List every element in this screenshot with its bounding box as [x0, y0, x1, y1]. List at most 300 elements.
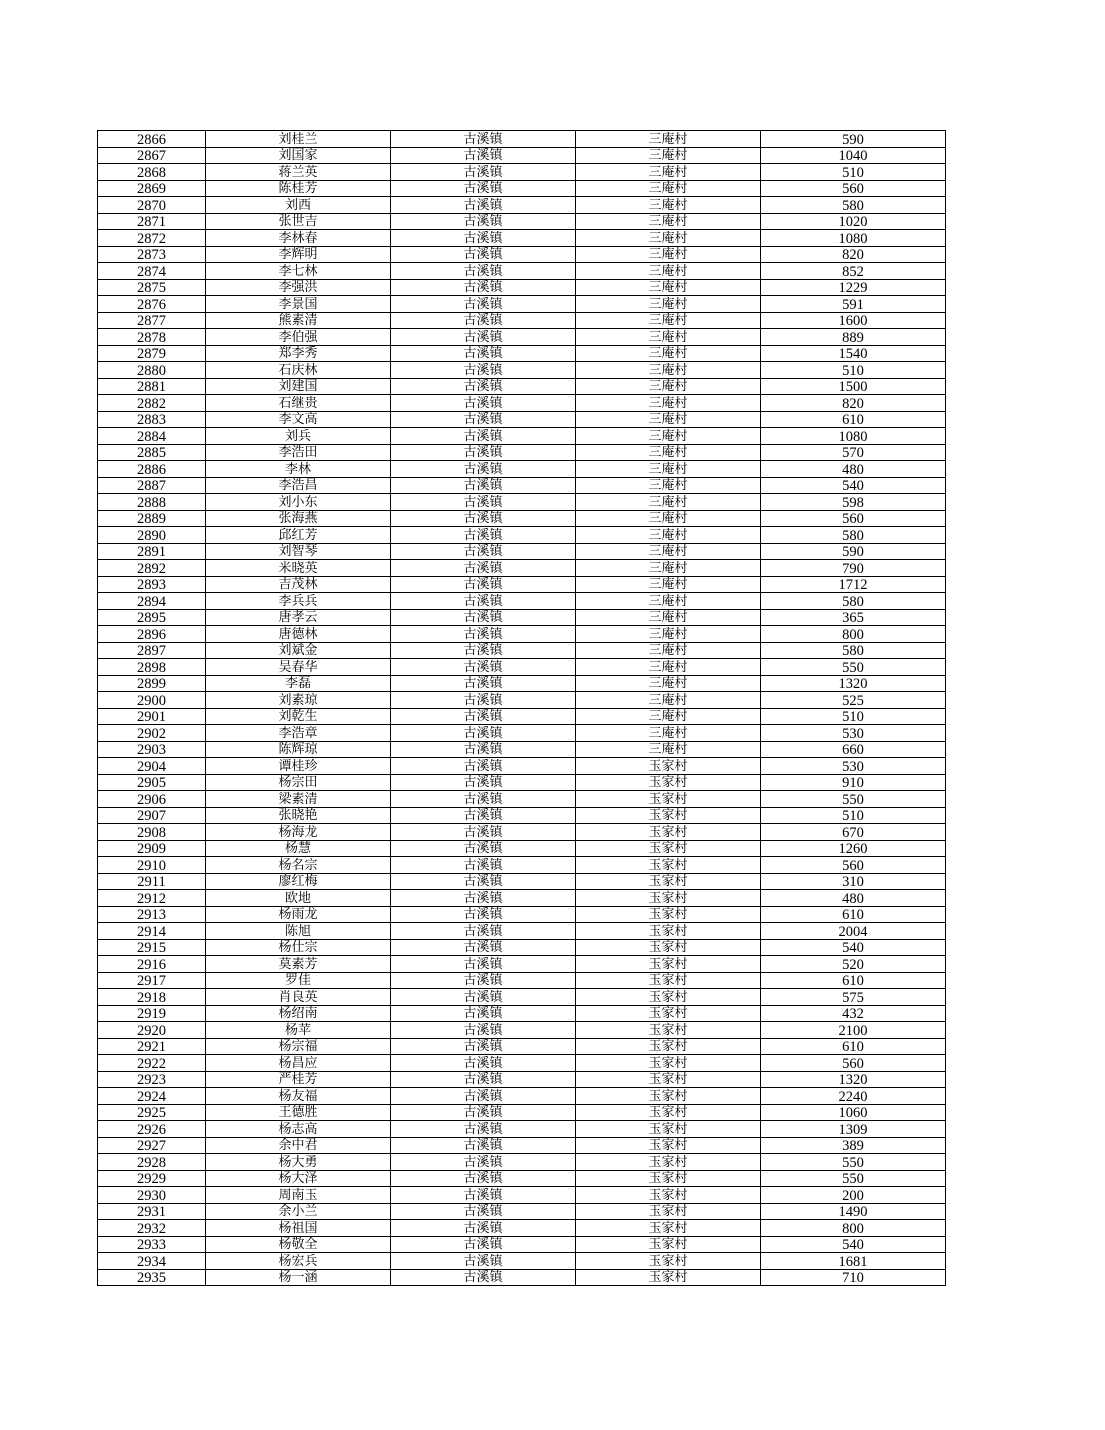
- row-number-cell: 2922: [98, 1055, 206, 1072]
- town-cell: 古溪镇: [391, 1104, 576, 1121]
- table-row: [98, 164, 946, 181]
- town-cell: 古溪镇: [391, 1187, 576, 1204]
- table-row: [98, 675, 946, 692]
- town-cell: 古溪镇: [391, 708, 576, 725]
- town-cell: 古溪镇: [391, 1236, 576, 1253]
- name-cell: 刘素琼: [206, 692, 391, 709]
- row-number-cell: 2913: [98, 906, 206, 923]
- village-cell: 玉家村: [576, 1269, 761, 1286]
- row-number-cell: 2891: [98, 543, 206, 560]
- row-number-cell: 2871: [98, 213, 206, 230]
- amount-cell: 560: [761, 510, 946, 527]
- town-cell: 古溪镇: [391, 197, 576, 214]
- name-cell: 杨友福: [206, 1088, 391, 1105]
- amount-cell: 560: [761, 1055, 946, 1072]
- village-cell: 三庵村: [576, 692, 761, 709]
- amount-cell: 365: [761, 609, 946, 626]
- table-row: [98, 758, 946, 775]
- town-cell: 古溪镇: [391, 164, 576, 181]
- name-cell: 李文高: [206, 411, 391, 428]
- amount-cell: 530: [761, 725, 946, 742]
- table-row: [98, 510, 946, 527]
- village-cell: 三庵村: [576, 378, 761, 395]
- village-cell: 玉家村: [576, 807, 761, 824]
- village-cell: 玉家村: [576, 1022, 761, 1039]
- name-cell: 刘小东: [206, 494, 391, 511]
- town-cell: 古溪镇: [391, 230, 576, 247]
- row-number-cell: 2915: [98, 939, 206, 956]
- row-number-cell: 2931: [98, 1203, 206, 1220]
- village-cell: 三庵村: [576, 675, 761, 692]
- town-cell: 古溪镇: [391, 378, 576, 395]
- town-cell: 古溪镇: [391, 1170, 576, 1187]
- row-number-cell: 2882: [98, 395, 206, 412]
- town-cell: 古溪镇: [391, 263, 576, 280]
- name-cell: 李伯强: [206, 329, 391, 346]
- village-cell: 三庵村: [576, 230, 761, 247]
- table-row: [98, 1121, 946, 1138]
- table-row: [98, 1170, 946, 1187]
- row-number-cell: 2901: [98, 708, 206, 725]
- table-row: [98, 1088, 946, 1105]
- table-row: [98, 543, 946, 560]
- amount-cell: 432: [761, 1005, 946, 1022]
- amount-cell: 530: [761, 758, 946, 775]
- name-cell: 杨昌应: [206, 1055, 391, 1072]
- row-number-cell: 2911: [98, 873, 206, 890]
- row-number-cell: 2921: [98, 1038, 206, 1055]
- name-cell: 杨大泽: [206, 1170, 391, 1187]
- town-cell: 古溪镇: [391, 279, 576, 296]
- town-cell: 古溪镇: [391, 741, 576, 758]
- village-cell: 三庵村: [576, 609, 761, 626]
- row-number-cell: 2933: [98, 1236, 206, 1253]
- amount-cell: 510: [761, 164, 946, 181]
- village-cell: 玉家村: [576, 1005, 761, 1022]
- amount-cell: 580: [761, 593, 946, 610]
- amount-cell: 852: [761, 263, 946, 280]
- village-cell: 三庵村: [576, 180, 761, 197]
- town-cell: 古溪镇: [391, 1088, 576, 1105]
- table-row: [98, 626, 946, 643]
- table-row: [98, 296, 946, 313]
- amount-cell: 310: [761, 873, 946, 890]
- town-cell: 古溪镇: [391, 626, 576, 643]
- village-cell: 玉家村: [576, 873, 761, 890]
- table-row: [98, 147, 946, 164]
- amount-cell: 910: [761, 774, 946, 791]
- name-cell: 杨敬全: [206, 1236, 391, 1253]
- row-number-cell: 2926: [98, 1121, 206, 1138]
- row-number-cell: 2887: [98, 477, 206, 494]
- name-cell: 吉茂林: [206, 576, 391, 593]
- name-cell: 李浩章: [206, 725, 391, 742]
- row-number-cell: 2916: [98, 956, 206, 973]
- village-cell: 玉家村: [576, 923, 761, 940]
- row-number-cell: 2877: [98, 312, 206, 329]
- table-row: [98, 378, 946, 395]
- town-cell: 古溪镇: [391, 510, 576, 527]
- name-cell: 李林春: [206, 230, 391, 247]
- amount-cell: 820: [761, 395, 946, 412]
- village-cell: 玉家村: [576, 1220, 761, 1237]
- town-cell: 古溪镇: [391, 593, 576, 610]
- amount-cell: 389: [761, 1137, 946, 1154]
- amount-cell: 710: [761, 1269, 946, 1286]
- table-row: [98, 444, 946, 461]
- village-cell: 三庵村: [576, 642, 761, 659]
- town-cell: 古溪镇: [391, 296, 576, 313]
- amount-cell: 670: [761, 824, 946, 841]
- table-row: [98, 774, 946, 791]
- village-cell: 玉家村: [576, 1253, 761, 1270]
- village-cell: 玉家村: [576, 1170, 761, 1187]
- table-row: [98, 857, 946, 874]
- town-cell: 古溪镇: [391, 1071, 576, 1088]
- name-cell: 欧地: [206, 890, 391, 907]
- row-number-cell: 2884: [98, 428, 206, 445]
- name-cell: 杨绍南: [206, 1005, 391, 1022]
- town-cell: 古溪镇: [391, 494, 576, 511]
- table-row: [98, 1187, 946, 1204]
- village-cell: 三庵村: [576, 444, 761, 461]
- row-number-cell: 2870: [98, 197, 206, 214]
- name-cell: 杨慧: [206, 840, 391, 857]
- town-cell: 古溪镇: [391, 147, 576, 164]
- amount-cell: 889: [761, 329, 946, 346]
- table-row: [98, 477, 946, 494]
- table-row: [98, 1154, 946, 1171]
- row-number-cell: 2889: [98, 510, 206, 527]
- village-cell: 三庵村: [576, 395, 761, 412]
- row-number-cell: 2875: [98, 279, 206, 296]
- row-number-cell: 2902: [98, 725, 206, 742]
- village-cell: 玉家村: [576, 1203, 761, 1220]
- village-cell: 三庵村: [576, 543, 761, 560]
- town-cell: 古溪镇: [391, 791, 576, 808]
- row-number-cell: 2883: [98, 411, 206, 428]
- table-row: [98, 411, 946, 428]
- row-number-cell: 2881: [98, 378, 206, 395]
- row-number-cell: 2908: [98, 824, 206, 841]
- name-cell: 罗佳: [206, 972, 391, 989]
- row-number-cell: 2895: [98, 609, 206, 626]
- amount-cell: 550: [761, 791, 946, 808]
- row-number-cell: 2906: [98, 791, 206, 808]
- name-cell: 杨宗福: [206, 1038, 391, 1055]
- table-row: [98, 956, 946, 973]
- table-row: [98, 890, 946, 907]
- village-cell: 玉家村: [576, 1137, 761, 1154]
- name-cell: 杨雨龙: [206, 906, 391, 923]
- name-cell: 张世吉: [206, 213, 391, 230]
- village-cell: 三庵村: [576, 213, 761, 230]
- name-cell: 李浩昌: [206, 477, 391, 494]
- town-cell: 古溪镇: [391, 1203, 576, 1220]
- village-cell: 玉家村: [576, 1104, 761, 1121]
- table-row: [98, 708, 946, 725]
- village-cell: 三庵村: [576, 329, 761, 346]
- row-number-cell: 2925: [98, 1104, 206, 1121]
- table-row: [98, 213, 946, 230]
- name-cell: 莫素芳: [206, 956, 391, 973]
- village-cell: 三庵村: [576, 725, 761, 742]
- amount-cell: 550: [761, 659, 946, 676]
- amount-cell: 540: [761, 1236, 946, 1253]
- amount-cell: 590: [761, 543, 946, 560]
- amount-cell: 800: [761, 1220, 946, 1237]
- amount-cell: 510: [761, 362, 946, 379]
- amount-cell: 1080: [761, 428, 946, 445]
- name-cell: 王德胜: [206, 1104, 391, 1121]
- row-number-cell: 2932: [98, 1220, 206, 1237]
- village-cell: 玉家村: [576, 1154, 761, 1171]
- town-cell: 古溪镇: [391, 972, 576, 989]
- town-cell: 古溪镇: [391, 461, 576, 478]
- amount-cell: 525: [761, 692, 946, 709]
- village-cell: 玉家村: [576, 1055, 761, 1072]
- name-cell: 吴春华: [206, 659, 391, 676]
- name-cell: 张晓艳: [206, 807, 391, 824]
- town-cell: 古溪镇: [391, 543, 576, 560]
- town-cell: 古溪镇: [391, 675, 576, 692]
- village-cell: 三庵村: [576, 312, 761, 329]
- table-row: [98, 461, 946, 478]
- village-cell: 玉家村: [576, 956, 761, 973]
- amount-cell: 1260: [761, 840, 946, 857]
- village-cell: 三庵村: [576, 279, 761, 296]
- town-cell: 古溪镇: [391, 609, 576, 626]
- name-cell: 唐德林: [206, 626, 391, 643]
- town-cell: 古溪镇: [391, 345, 576, 362]
- name-cell: 杨大勇: [206, 1154, 391, 1171]
- town-cell: 古溪镇: [391, 939, 576, 956]
- table-row: [98, 362, 946, 379]
- table-row: [98, 1203, 946, 1220]
- amount-cell: 1320: [761, 675, 946, 692]
- table-row: [98, 197, 946, 214]
- table-row: [98, 906, 946, 923]
- name-cell: 李林: [206, 461, 391, 478]
- village-cell: 玉家村: [576, 1071, 761, 1088]
- village-cell: 玉家村: [576, 1121, 761, 1138]
- village-cell: 三庵村: [576, 593, 761, 610]
- table-row: [98, 1269, 946, 1286]
- amount-cell: 540: [761, 477, 946, 494]
- village-cell: 玉家村: [576, 774, 761, 791]
- row-number-cell: 2934: [98, 1253, 206, 1270]
- town-cell: 古溪镇: [391, 576, 576, 593]
- town-cell: 古溪镇: [391, 1022, 576, 1039]
- village-cell: 玉家村: [576, 890, 761, 907]
- row-number-cell: 2910: [98, 857, 206, 874]
- town-cell: 古溪镇: [391, 444, 576, 461]
- amount-cell: 200: [761, 1187, 946, 1204]
- amount-cell: 1040: [761, 147, 946, 164]
- table-row: [98, 329, 946, 346]
- table-row: [98, 279, 946, 296]
- village-cell: 玉家村: [576, 906, 761, 923]
- town-cell: 古溪镇: [391, 659, 576, 676]
- amount-cell: 1712: [761, 576, 946, 593]
- row-number-cell: 2935: [98, 1269, 206, 1286]
- data-table: [97, 130, 946, 1286]
- table-row: [98, 824, 946, 841]
- name-cell: 石庆林: [206, 362, 391, 379]
- town-cell: 古溪镇: [391, 329, 576, 346]
- table-row: [98, 989, 946, 1006]
- village-cell: 三庵村: [576, 147, 761, 164]
- amount-cell: 1229: [761, 279, 946, 296]
- town-cell: 古溪镇: [391, 477, 576, 494]
- village-cell: 玉家村: [576, 939, 761, 956]
- town-cell: 古溪镇: [391, 1253, 576, 1270]
- table-row: [98, 1055, 946, 1072]
- row-number-cell: 2917: [98, 972, 206, 989]
- amount-cell: 510: [761, 807, 946, 824]
- village-cell: 玉家村: [576, 824, 761, 841]
- name-cell: 廖红梅: [206, 873, 391, 890]
- table-row: [98, 593, 946, 610]
- town-cell: 古溪镇: [391, 1220, 576, 1237]
- table-row: [98, 1253, 946, 1270]
- name-cell: 谭桂珍: [206, 758, 391, 775]
- town-cell: 古溪镇: [391, 411, 576, 428]
- town-cell: 古溪镇: [391, 956, 576, 973]
- amount-cell: 610: [761, 906, 946, 923]
- name-cell: 李兵兵: [206, 593, 391, 610]
- amount-cell: 610: [761, 411, 946, 428]
- row-number-cell: 2896: [98, 626, 206, 643]
- row-number-cell: 2930: [98, 1187, 206, 1204]
- name-cell: 李磊: [206, 675, 391, 692]
- table-row: [98, 494, 946, 511]
- amount-cell: 550: [761, 1170, 946, 1187]
- name-cell: 梁素清: [206, 791, 391, 808]
- row-number-cell: 2876: [98, 296, 206, 313]
- table-row: [98, 131, 946, 148]
- table-row: [98, 791, 946, 808]
- row-number-cell: 2914: [98, 923, 206, 940]
- village-cell: 三庵村: [576, 461, 761, 478]
- amount-cell: 1060: [761, 1104, 946, 1121]
- table-row: [98, 560, 946, 577]
- row-number-cell: 2888: [98, 494, 206, 511]
- table-row: [98, 1137, 946, 1154]
- amount-cell: 480: [761, 461, 946, 478]
- table-row: [98, 1220, 946, 1237]
- amount-cell: 560: [761, 857, 946, 874]
- amount-cell: 580: [761, 527, 946, 544]
- name-cell: 陈桂芳: [206, 180, 391, 197]
- town-cell: 古溪镇: [391, 840, 576, 857]
- amount-cell: 1600: [761, 312, 946, 329]
- table-row: [98, 807, 946, 824]
- row-number-cell: 2869: [98, 180, 206, 197]
- town-cell: 古溪镇: [391, 774, 576, 791]
- town-cell: 古溪镇: [391, 906, 576, 923]
- name-cell: 余小兰: [206, 1203, 391, 1220]
- village-cell: 三庵村: [576, 131, 761, 148]
- row-number-cell: 2885: [98, 444, 206, 461]
- amount-cell: 1681: [761, 1253, 946, 1270]
- town-cell: 古溪镇: [391, 1038, 576, 1055]
- name-cell: 刘乾生: [206, 708, 391, 725]
- town-cell: 古溪镇: [391, 428, 576, 445]
- name-cell: 杨志高: [206, 1121, 391, 1138]
- name-cell: 郑李秀: [206, 345, 391, 362]
- town-cell: 古溪镇: [391, 989, 576, 1006]
- name-cell: 杨海龙: [206, 824, 391, 841]
- village-cell: 玉家村: [576, 857, 761, 874]
- amount-cell: 570: [761, 444, 946, 461]
- village-cell: 三庵村: [576, 246, 761, 263]
- name-cell: 李浩田: [206, 444, 391, 461]
- name-cell: 杨宏兵: [206, 1253, 391, 1270]
- name-cell: 杨祖国: [206, 1220, 391, 1237]
- town-cell: 古溪镇: [391, 180, 576, 197]
- amount-cell: 610: [761, 972, 946, 989]
- town-cell: 古溪镇: [391, 1055, 576, 1072]
- amount-cell: 591: [761, 296, 946, 313]
- amount-cell: 1080: [761, 230, 946, 247]
- amount-cell: 480: [761, 890, 946, 907]
- village-cell: 玉家村: [576, 989, 761, 1006]
- village-cell: 玉家村: [576, 1236, 761, 1253]
- village-cell: 玉家村: [576, 758, 761, 775]
- town-cell: 古溪镇: [391, 923, 576, 940]
- row-number-cell: 2866: [98, 131, 206, 148]
- town-cell: 古溪镇: [391, 758, 576, 775]
- table-row: [98, 1104, 946, 1121]
- row-number-cell: 2873: [98, 246, 206, 263]
- village-cell: 玉家村: [576, 1088, 761, 1105]
- name-cell: 熊素清: [206, 312, 391, 329]
- table-row: [98, 428, 946, 445]
- table-row: [98, 1038, 946, 1055]
- row-number-cell: 2907: [98, 807, 206, 824]
- amount-cell: 1309: [761, 1121, 946, 1138]
- name-cell: 刘桂兰: [206, 131, 391, 148]
- amount-cell: 1500: [761, 378, 946, 395]
- row-number-cell: 2920: [98, 1022, 206, 1039]
- row-number-cell: 2929: [98, 1170, 206, 1187]
- name-cell: 余中君: [206, 1137, 391, 1154]
- name-cell: 唐孝云: [206, 609, 391, 626]
- row-number-cell: 2886: [98, 461, 206, 478]
- name-cell: 严桂芳: [206, 1071, 391, 1088]
- village-cell: 三庵村: [576, 164, 761, 181]
- row-number-cell: 2909: [98, 840, 206, 857]
- town-cell: 古溪镇: [391, 362, 576, 379]
- name-cell: 李七林: [206, 263, 391, 280]
- village-cell: 三庵村: [576, 527, 761, 544]
- row-number-cell: 2903: [98, 741, 206, 758]
- table-row: [98, 873, 946, 890]
- town-cell: 古溪镇: [391, 824, 576, 841]
- name-cell: 杨名宗: [206, 857, 391, 874]
- amount-cell: 1540: [761, 345, 946, 362]
- row-number-cell: 2874: [98, 263, 206, 280]
- name-cell: 刘国家: [206, 147, 391, 164]
- row-number-cell: 2898: [98, 659, 206, 676]
- name-cell: 米晓英: [206, 560, 391, 577]
- row-number-cell: 2923: [98, 1071, 206, 1088]
- town-cell: 古溪镇: [391, 725, 576, 742]
- row-number-cell: 2927: [98, 1137, 206, 1154]
- row-number-cell: 2868: [98, 164, 206, 181]
- name-cell: 刘西: [206, 197, 391, 214]
